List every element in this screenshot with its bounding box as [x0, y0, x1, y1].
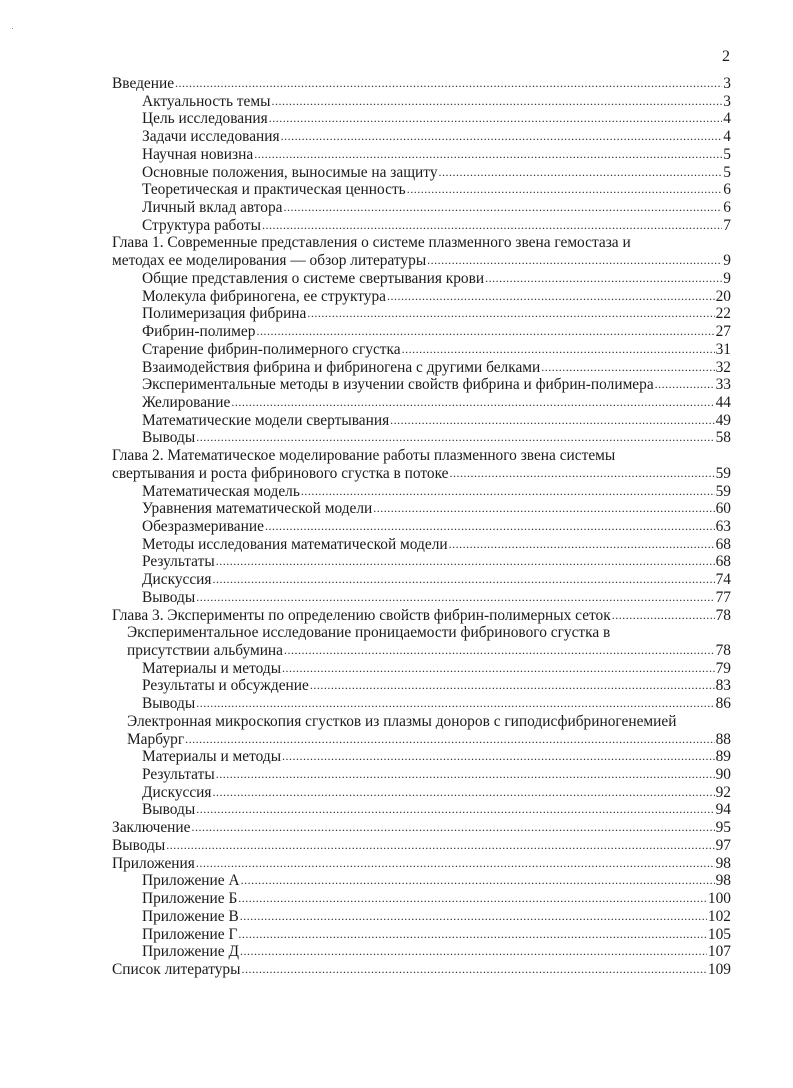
toc-entry-ch2-item[interactable] [112, 536, 731, 554]
toc-entry-tasks[interactable] [112, 128, 731, 146]
toc-entry-page: 68 [715, 553, 731, 571]
toc-entry-ch1-item[interactable] [112, 323, 731, 341]
toc-entry-ch3-s2-item[interactable] [112, 748, 731, 766]
toc-entry-title: Взаимодействия фибрина и фибриногена с другими белками [142, 358, 541, 376]
table-of-contents [112, 75, 731, 979]
toc-entry-appendices[interactable] [112, 855, 731, 873]
toc-entry-title: Математическая модель [142, 482, 300, 500]
toc-entry-title: Обезразмеривание [142, 517, 264, 535]
dot-leader [175, 75, 722, 93]
dot-leader [192, 819, 715, 837]
toc-entry-references[interactable] [112, 961, 731, 979]
dot-leader [450, 465, 715, 483]
toc-entry-page: 3 [723, 92, 731, 110]
toc-entry-title: Приложения [112, 854, 195, 872]
toc-entry-page: 60 [715, 500, 731, 518]
toc-entry-page: 105 [707, 925, 731, 943]
dot-leader [240, 943, 707, 961]
dot-leader [387, 288, 715, 306]
toc-entry-ch3-s2-item[interactable] [112, 784, 731, 802]
toc-entry-page: 83 [715, 677, 731, 695]
dot-leader [196, 429, 714, 447]
toc-entry-page: 77 [715, 588, 731, 606]
dot-leader [449, 536, 715, 554]
dot-leader [269, 110, 723, 128]
dot-leader [240, 908, 707, 926]
toc-entry-ch1-item[interactable] [112, 305, 731, 323]
dot-leader [373, 500, 714, 518]
toc-entry-title: Глава 3. Эксперименты по определению свойств фибрин-полимерных сеток [112, 606, 611, 624]
toc-entry-ch3-s1-item[interactable] [112, 677, 731, 695]
toc-entry-page: 6 [723, 199, 731, 217]
toc-entry-page: 95 [715, 819, 731, 837]
page-number: 2 [722, 48, 730, 65]
toc-entry-title: Теоретическая и практическая ценность [142, 181, 406, 199]
toc-entry-page: 86 [715, 695, 731, 713]
dot-leader [166, 837, 714, 855]
toc-entry-page: 78 [715, 606, 731, 624]
dot-leader [216, 766, 715, 784]
toc-entry-page: 58 [715, 429, 731, 447]
toc-entry-goal[interactable] [112, 110, 731, 128]
toc-entry-ch1-item[interactable] [112, 429, 731, 447]
dot-leader [310, 677, 715, 695]
toc-entry-appendix-g[interactable] [112, 926, 731, 944]
toc-entry-title-continued: методах ее моделирования — обзор литературы [112, 252, 427, 270]
toc-entry-title: Выводы [142, 429, 196, 447]
toc-entry-title: Материалы и методы [142, 659, 282, 677]
dot-leader [284, 642, 715, 660]
toc-entry-theses[interactable] [112, 164, 731, 182]
toc-entry-page: 33 [715, 376, 731, 394]
toc-entry-page: 109 [707, 960, 731, 978]
toc-entry-page: 5 [723, 145, 731, 163]
toc-entry-conclusion[interactable] [112, 819, 731, 837]
toc-entry-page: 59 [715, 464, 731, 482]
toc-entry-page: 9 [723, 269, 731, 287]
toc-entry-ch1-item[interactable] [112, 412, 731, 430]
toc-entry-title: Полимеризация фибрина [142, 305, 307, 323]
toc-entry-page: 90 [715, 766, 731, 784]
toc-entry-title: Материалы и методы [142, 748, 282, 766]
toc-entry-title: Фибрин-полимер [142, 323, 256, 341]
dot-leader [254, 146, 722, 164]
toc-entry-ch2-item[interactable] [112, 518, 731, 536]
dot-leader [265, 518, 715, 536]
toc-entry-relevance[interactable] [112, 93, 731, 111]
toc-entry-ch1-item[interactable] [112, 376, 731, 394]
toc-entry-title: Структура работы [142, 216, 261, 234]
toc-entry-page: 92 [715, 783, 731, 801]
dot-leader [283, 199, 722, 217]
toc-entry-ch2-item[interactable] [112, 500, 731, 518]
toc-entry-title: Результаты [142, 766, 215, 784]
toc-entry-page: 78 [715, 642, 731, 659]
toc-entry-page: 89 [715, 748, 731, 766]
dot-leader [196, 801, 714, 819]
dot-leader [427, 252, 722, 270]
toc-entry-novelty[interactable] [112, 146, 731, 164]
toc-entry-value[interactable] [112, 181, 731, 199]
toc-entry-title: Старение фибрин-полимерного сгустка [142, 340, 401, 358]
toc-entry-page: 22 [715, 305, 731, 323]
dot-leader [196, 589, 714, 607]
dot-leader [213, 784, 715, 802]
toc-entry-page: 4 [723, 128, 731, 146]
toc-entry-title: Приложение В [142, 907, 239, 925]
toc-entry-page: 68 [715, 535, 731, 553]
toc-entry-page: 88 [715, 730, 731, 748]
dot-leader [307, 305, 714, 323]
toc-entry-appendix-d[interactable] [112, 943, 731, 961]
toc-entry-ch2-item[interactable] [112, 483, 731, 501]
toc-entry-chapter-2[interactable] [112, 447, 731, 482]
toc-entry-ch1-item[interactable] [112, 359, 731, 377]
dot-leader [216, 553, 715, 571]
dot-leader [407, 181, 723, 199]
dot-leader [655, 376, 715, 394]
toc-entry-page: 20 [715, 287, 731, 305]
dot-leader [541, 359, 714, 377]
toc-entry-title: Дискуссия [142, 571, 212, 589]
toc-entry-page: 9 [723, 252, 731, 270]
toc-entry-page: 63 [715, 517, 731, 535]
toc-entry-ch3-s2-item[interactable] [112, 766, 731, 784]
dot-leader [196, 855, 715, 873]
toc-entry-title: Результаты и обсуждение [142, 677, 309, 695]
toc-entry-page: 3 [723, 75, 731, 92]
toc-entry-title: Введение [112, 75, 175, 92]
toc-entry-appendix-a[interactable] [112, 872, 731, 890]
dot-leader [241, 872, 715, 890]
toc-entry-title: Общие представления о системе свертывания крови [142, 269, 485, 287]
toc-entry-page: 100 [707, 890, 731, 908]
dot-leader [185, 731, 714, 749]
dot-leader [282, 660, 715, 678]
toc-entry-chapter-1[interactable] [112, 234, 731, 269]
toc-entry-ch1-item[interactable] [112, 341, 731, 359]
toc-entry-page: 7 [723, 216, 731, 234]
toc-entry-page: 27 [715, 323, 731, 341]
toc-entry-ch1-item[interactable] [112, 270, 731, 288]
dot-leader [241, 961, 706, 979]
dot-leader [213, 571, 715, 589]
scan-speck [12, 28, 13, 29]
toc-entry-title: Приложение Г [142, 925, 238, 943]
toc-entry-title: Научная новизна [142, 145, 254, 163]
toc-entry-title: Основные положения, выносимые на защиту [142, 163, 438, 181]
dot-leader [612, 607, 715, 625]
toc-entry-structure[interactable] [112, 217, 731, 235]
toc-entry-page: 79 [715, 659, 731, 677]
toc-entry-chapter-3[interactable] [112, 607, 731, 625]
toc-entry-appendix-b[interactable] [112, 890, 731, 908]
toc-entry-page: 102 [707, 907, 731, 925]
dot-leader [282, 748, 715, 766]
dot-leader [439, 164, 723, 182]
toc-entry-ch2-item[interactable] [112, 553, 731, 571]
toc-entry-page: 94 [715, 801, 731, 819]
toc-entry-ch3-s1-item[interactable] [112, 695, 731, 713]
toc-entry-ch3-section-1[interactable] [112, 624, 731, 659]
toc-entry-title: Список литературы [112, 960, 241, 978]
dot-leader [402, 341, 715, 359]
dot-leader [281, 128, 723, 146]
toc-entry-ch3-s2-item[interactable] [112, 801, 731, 819]
toc-entry-page: 32 [715, 358, 731, 376]
toc-entry-title: Математические модели свертывания [142, 411, 390, 429]
dot-leader [271, 93, 722, 111]
toc-entry-ch3-section-2[interactable] [112, 713, 731, 748]
toc-entry-findings[interactable] [112, 837, 731, 855]
toc-entry-title: Глава 2. Математическое моделирование работы плазменного звена системы [112, 447, 616, 465]
toc-entry-title: Заключение [112, 819, 191, 837]
toc-entry-intro[interactable] [112, 75, 731, 93]
dot-leader [301, 483, 715, 501]
toc-entry-title: Электронная микроскопия сгустков из плазмы доноров с гиподисфибриногенемией [127, 712, 677, 730]
toc-entry-title: Выводы [112, 836, 166, 854]
toc-entry-page: 107 [707, 943, 731, 961]
toc-entry-page: 5 [723, 163, 731, 181]
toc-entry-page: 31 [715, 340, 731, 358]
toc-entry-title: Личный вклад автора [142, 199, 283, 217]
toc-entry-title: Дискуссия [142, 783, 212, 801]
dot-leader [231, 394, 714, 412]
toc-entry-ch1-item[interactable] [112, 394, 731, 412]
toc-entry-title: Желирование [142, 393, 231, 411]
toc-entry-title: Выводы [142, 801, 196, 819]
dot-leader [196, 695, 714, 713]
toc-entry-contribution[interactable] [112, 199, 731, 217]
toc-entry-title: Уравнения математической модели [142, 500, 373, 518]
toc-entry-page: 97 [715, 836, 731, 854]
toc-entry-page: 44 [715, 393, 731, 411]
dot-leader [238, 926, 707, 944]
toc-entry-page: 98 [715, 854, 731, 872]
toc-entry-ch2-item[interactable] [112, 571, 731, 589]
toc-entry-page: 74 [715, 571, 731, 589]
toc-entry-title-continued: присутствии альбумина [127, 642, 283, 659]
toc-entry-title-continued: свертывания и роста фибринового сгустка в потоке [112, 464, 449, 482]
toc-entry-ch1-item[interactable] [112, 288, 731, 306]
toc-entry-title: Приложение Б [142, 890, 238, 908]
toc-entry-title: Выводы [142, 588, 196, 606]
toc-entry-title: Приложение Д [142, 943, 239, 961]
toc-entry-title: Выводы [142, 695, 196, 713]
toc-entry-appendix-v[interactable] [112, 908, 731, 926]
dot-leader [238, 890, 707, 908]
toc-entry-title: Актуальность темы [142, 92, 271, 110]
toc-entry-page: 6 [723, 181, 731, 199]
toc-entry-ch3-s1-item[interactable] [112, 660, 731, 678]
toc-entry-page: 49 [715, 411, 731, 429]
toc-entry-title: Глава 1. Современные представления о системе плазменного звена гемостаза и [112, 234, 631, 252]
toc-entry-page: 4 [723, 110, 731, 128]
toc-entry-ch2-item[interactable] [112, 589, 731, 607]
toc-entry-page: 59 [715, 482, 731, 500]
toc-entry-title: Задачи исследования [142, 128, 280, 146]
toc-entry-title: Экспериментальные методы в изучении свойств фибрина и фибрин-полимера [142, 376, 654, 394]
toc-entry-title: Молекула фибриногена, ее структура [142, 287, 387, 305]
toc-entry-title: Цель исследования [142, 110, 268, 128]
dot-leader [262, 217, 722, 235]
toc-entry-title: Результаты [142, 553, 215, 571]
dot-leader [390, 412, 714, 430]
dot-leader [256, 323, 714, 341]
toc-entry-page: 98 [715, 872, 731, 890]
toc-entry-title: Приложение А [142, 872, 240, 890]
toc-entry-title-continued: Марбург [127, 730, 185, 748]
toc-entry-title: Экспериментальное исследование проницаемости фибринового сгустка в [127, 624, 611, 642]
toc-entry-title: Методы исследования математической модели [142, 535, 448, 553]
dot-leader [485, 270, 722, 288]
